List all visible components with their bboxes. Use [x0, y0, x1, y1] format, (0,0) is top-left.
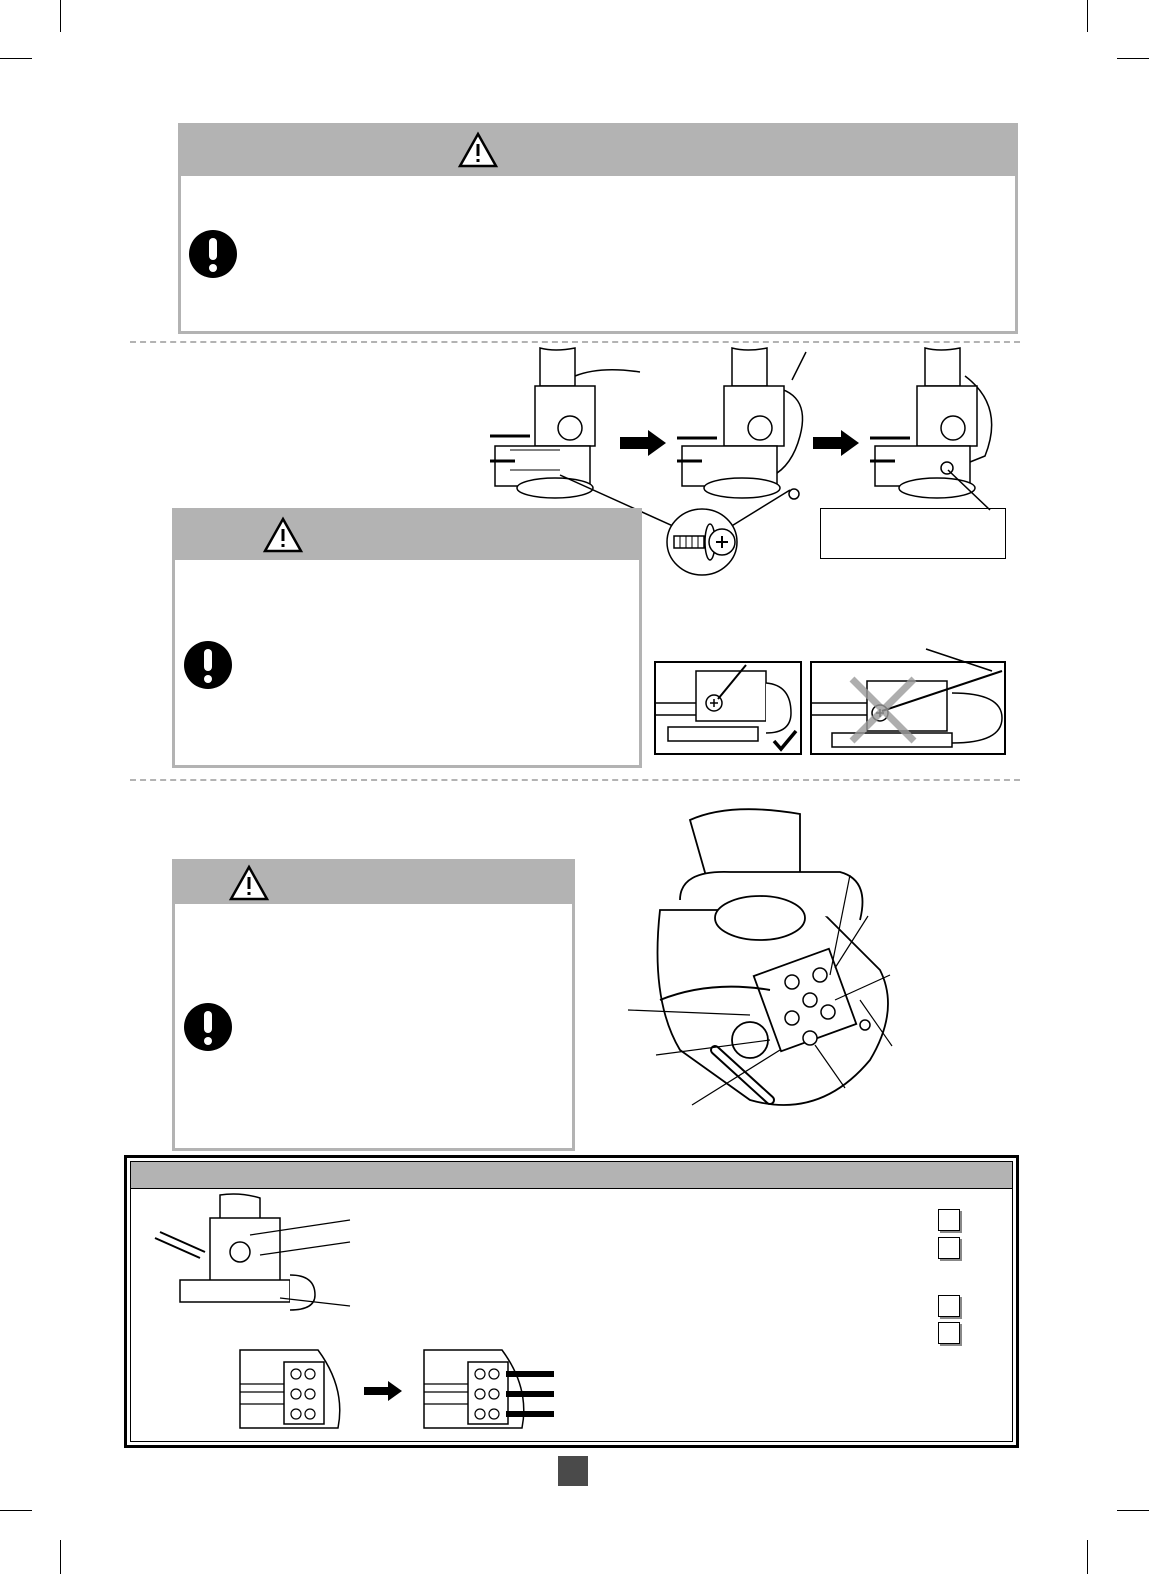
checklist-checkbox[interactable] — [938, 1209, 960, 1231]
check-mark-icon — [772, 729, 798, 751]
terminal-after-diagram — [422, 1348, 557, 1430]
warning-triangle-icon — [229, 865, 269, 901]
terminal-before-diagram — [238, 1348, 348, 1430]
page-number-tab — [558, 1456, 588, 1486]
crop-mark — [60, 1540, 61, 1574]
middle-warning-header — [175, 511, 639, 560]
checklist-checkbox[interactable] — [938, 1295, 960, 1317]
screw-icon — [666, 508, 738, 576]
exclamation-circle-icon — [184, 1003, 232, 1051]
warning-triangle-icon — [263, 517, 303, 553]
checklist-checkbox[interactable] — [938, 1237, 960, 1259]
cross-mark-icon — [848, 675, 918, 745]
bottom-warning-panel — [172, 859, 575, 1151]
crop-mark — [1117, 1510, 1149, 1511]
crop-mark — [0, 1510, 32, 1511]
callout-box — [820, 508, 1006, 559]
terminal-block-diagram — [620, 800, 910, 1130]
middle-warning-panel — [172, 508, 642, 768]
crop-mark — [1087, 1540, 1088, 1574]
correct-routing-diagram — [654, 661, 802, 755]
checklist-checkbox[interactable] — [938, 1322, 960, 1344]
exclamation-circle-icon — [184, 641, 232, 689]
checklist-header — [131, 1162, 1012, 1189]
leader-line — [920, 645, 1000, 675]
section-divider — [130, 779, 1020, 781]
incorrect-routing-diagram — [810, 661, 1006, 755]
checklist-unit-diagram — [150, 1190, 360, 1320]
right-arrow-icon — [364, 1381, 402, 1401]
